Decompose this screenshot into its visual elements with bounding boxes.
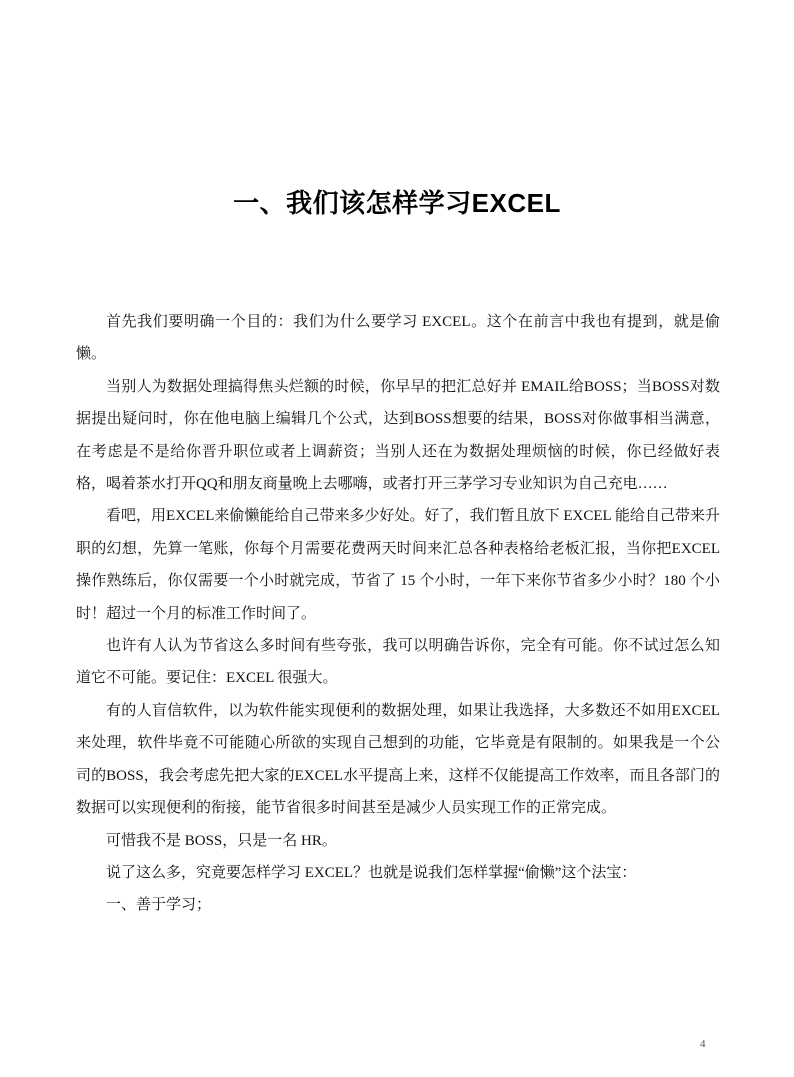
- body-text: [76, 306, 720, 922]
- paragraph: 首先我们要明确一个目的：我们为什么要学习 EXCEL。这个在前言中我也有提到，就是偷懒。: [76, 314, 720, 363]
- paragraph: 可惜我不是 BOSS，只是一名 HR。: [106, 832, 337, 849]
- page-number: 4: [700, 1038, 706, 1050]
- paragraph: 看吧，用EXCEL来偷懒能给自己带来多少好处。好了，我们暂且放下 EXCEL 能给自己带来升职的幻想，先算一笔账，你每个月需要花费两天时间来汇总各种表格给老板汇报，当你把EXCEL操作熟练后，你仅需要一个小时就完成，节省了 15 个小时，一年下来你节省多少小时？180 个小时！超过一个月的标准工作时间了。: [76, 508, 720, 622]
- paragraph: 说了这么多，究竟要怎样学习 EXCEL？也就是说我们怎样掌握“偷懒”这个法宝：: [106, 864, 637, 881]
- paragraph: 有的人盲信软件，以为软件能实现便利的数据处理，如果让我选择，大多数还不如用EXCEL来处理，软件毕竟不可能随心所欲的实现自己想到的功能，它毕竟是有限制的。如果我是一个公司的BOSS，我会考虑先把大家的EXCEL水平提高上来，这样不仅能提高工作效率，而且各部门的数据可以实现便利的衔接，能节省很多时间甚至是减少人员实现工作的正常完成。: [76, 702, 720, 817]
- paragraph: 也许有人认为节省这么多时间有些夸张，我可以明确告诉你，完全有可能。你不试过怎么知道它不可能。要记住：EXCEL 很强大。: [76, 638, 720, 687]
- section-title: 一、我们该怎样学习EXCEL: [233, 188, 561, 218]
- paragraph: 一、善于学习；: [106, 897, 212, 914]
- paragraph: 当别人为数据处理搞得焦头烂额的时候，你早早的把汇总好并 EMAIL给BOSS；当BOSS对数据提出疑问时，你在他电脑上编辑几个公式，达到BOSS想要的结果，BOSS对你做事相当满意，在考虑是不是给你晋升职位或者上调薪资；当别人还在为数据处理烦恼的时候，你已经做好表格，喝着茶水打开QQ和朋友商量晚上去哪嗨，或者打开三茅学习专业知识为自己充电……: [76, 378, 720, 493]
